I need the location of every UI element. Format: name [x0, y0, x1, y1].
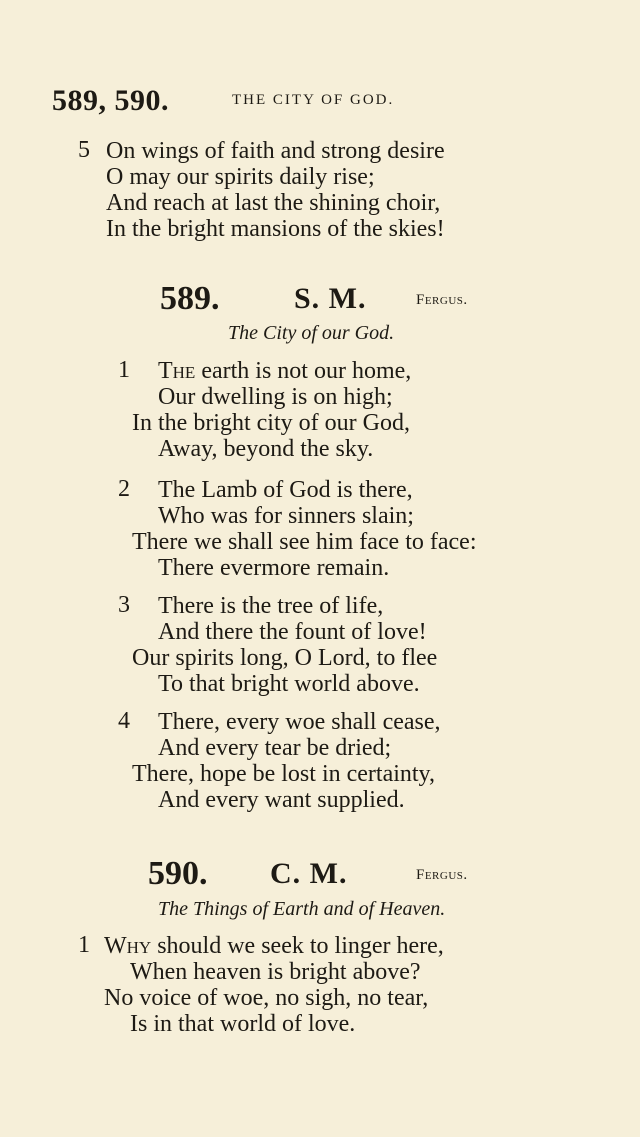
stanza-number: 4 [118, 708, 130, 734]
header-title: THE CITY OF GOD. [232, 92, 395, 108]
verse-line: The Lamb of God is there, [158, 477, 413, 503]
hymn-tune: Fergus. [416, 292, 468, 308]
verse-line-rest: earth is not our home, [195, 358, 412, 384]
hymn-meter: C. M. [270, 857, 348, 890]
hymn-subtitle: The City of our God. [228, 322, 395, 344]
verse-line: Our spirits long, O Lord, to flee [132, 645, 438, 671]
verse-line: There we shall see him face to face: [132, 529, 477, 555]
verse-line: And reach at last the shining choir, [106, 190, 441, 216]
hymn-number: 589. [160, 280, 220, 317]
verse-line: There is the tree of life, [158, 593, 384, 619]
verse-line-rest: should we seek to linger here, [151, 933, 444, 959]
hymn-number: 590. [148, 855, 208, 892]
verse-line: And every want supplied. [158, 787, 405, 813]
hymn-tune: Fergus. [416, 867, 468, 883]
verse-line: And there the fount of love! [158, 619, 427, 645]
verse-line: Is in that world of love. [130, 1011, 356, 1037]
hymn-subtitle: The Things of Earth and of Heaven. [158, 898, 446, 920]
verse-line: To that bright world above. [158, 671, 420, 697]
verse-line: On wings of faith and strong desire [106, 138, 445, 164]
stanza-number: 1 [78, 932, 90, 958]
stanza-number: 2 [118, 476, 130, 502]
verse-line: Who was for sinners slain; [158, 503, 414, 529]
verse-first-word: The [158, 358, 196, 384]
stanza-number: 3 [118, 592, 130, 618]
verse-line: There, every woe shall cease, [158, 709, 441, 735]
verse-line: O may our spirits daily rise; [106, 164, 375, 190]
verse-line [104, 933, 444, 959]
verse-line: And every tear be dried; [158, 735, 392, 761]
verse-line: There evermore remain. [158, 555, 390, 581]
verse-line: There, hope be lost in certainty, [132, 761, 435, 787]
verse-line: Away, beyond the sky. [158, 436, 374, 462]
stanza-number: 5 [78, 137, 90, 163]
verse-line: When heaven is bright above? [130, 959, 421, 985]
hymn-meter: S. M. [294, 282, 367, 315]
verse-first-word: Why [104, 933, 152, 959]
verse-line: In the bright city of our God, [132, 410, 410, 436]
verse-line: No voice of woe, no sigh, no tear, [104, 985, 429, 1011]
verse-line: Our dwelling is on high; [158, 384, 393, 410]
verse-line [158, 358, 411, 384]
stanza-number: 1 [118, 357, 130, 383]
header-hymn-numbers: 589, 590. [52, 84, 169, 117]
verse-line: In the bright mansions of the skies! [106, 216, 445, 242]
